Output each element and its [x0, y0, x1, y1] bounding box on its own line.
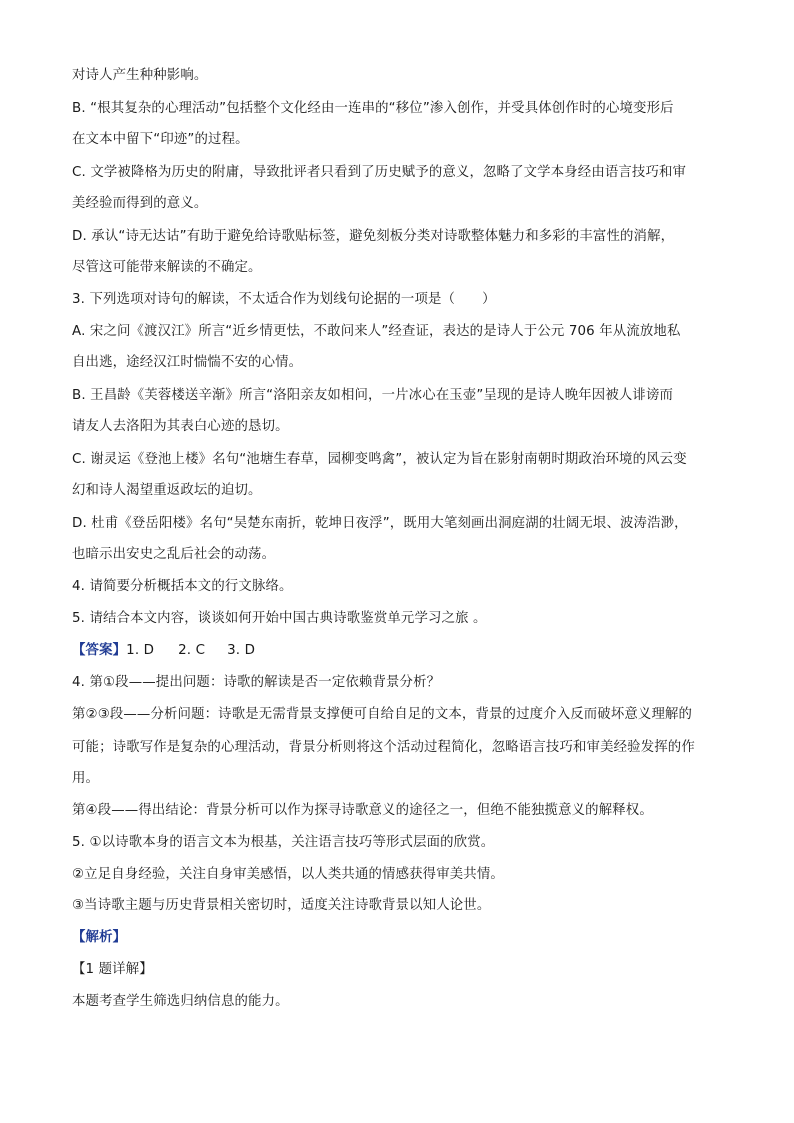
answer-line — [72, 641, 255, 661]
option-c: C. 文学被降格为历史的附庸，导致批评者只看到了历史赋予的意义，忽略了文学本身经由语言技巧和审 — [72, 165, 687, 180]
text-line: 幻和诗人渴望重返政坛的迫切。 — [72, 483, 262, 498]
answer-text: 可能；诗歌写作是复杂的心理活动，背景分析则将这个活动过程简化，忽略语言技巧和审美经验发挥的作 — [72, 740, 695, 755]
question-3: 3. 下列选项对诗句的解读，不太适合作为划线句论据的一项是（ ） — [72, 292, 496, 307]
text-line: 尽管这可能带来解读的不确定。 — [72, 260, 262, 275]
answer-text: 第④段——得出结论：背景分析可以作为探寻诗歌意义的途径之一，但绝不能独揽意义的解释权。 — [72, 803, 653, 818]
text-line: 美经验而得到的意义。 — [72, 196, 208, 211]
text-line: 在文本中留下“印迹”的过程。 — [72, 132, 249, 147]
analysis-text: 本题考查学生筛选归纳信息的能力。 — [72, 994, 289, 1009]
answer-label: 【答案】 — [72, 643, 127, 658]
option-b: B. “根其复杂的心理活动”包括整个文化经由一连串的“移位”渗入创作，并受具体创作时的心境变形后 — [72, 101, 674, 116]
option-d: D. 承认“诗无达诂”有助于避免给诗歌贴标签，避免刻板分类对诗歌整体魅力和多彩的丰富性的消解， — [72, 229, 675, 244]
text-line: 对诗人产生种种影响。 — [72, 68, 208, 83]
answer-item: 1. D — [126, 643, 155, 658]
option-a: A. 宋之问《渡汉江》所言“近乡情更怯，不敢问来人”经查证，表达的是诗人于公元 706 年从流放地私 — [72, 324, 681, 339]
answer-text: 用。 — [72, 771, 100, 786]
answer-item: 3. D — [227, 643, 256, 658]
option-d: D. 杜甫《登岳阳楼》名句“吴楚东南折，乾坤日夜浮”，既用大笔刻画出洞庭湖的壮阔无垠、波涛浩渺， — [72, 516, 688, 531]
analysis-sub-label: 【1 题详解】 — [72, 962, 153, 977]
option-b: B. 王昌龄《芙蓉楼送辛渐》所言“洛阳亲友如相问，一片冰心在玉壶”呈现的是诗人晚年因被人诽谤而 — [72, 388, 674, 403]
text-line: 也暗示出安史之乱后社会的动荡。 — [72, 547, 276, 562]
answer-text: ③当诗歌主题与历史背景相关密切时，适度关注诗歌背景以知人论世。 — [72, 898, 491, 913]
option-c: C. 谢灵运《登池上楼》名句“池塘生春草，园柳变鸣禽”，被认定为旨在影射南朝时期政治环境的风云变 — [72, 452, 687, 467]
answer-item: 2. C — [178, 643, 206, 658]
text-line: 自出逃，途经汉江时惴惴不安的心情。 — [72, 355, 303, 370]
answer-text: 4. 第①段——提出问题：诗歌的解读是否一定依赖背景分析？ — [72, 675, 441, 690]
text-line: 请友人去洛阳为其表白心迹的恳切。 — [72, 419, 289, 434]
answer-text: 5. ①以诗歌本身的语言文本为根基，关注语言技巧等形式层面的欣赏。 — [72, 835, 495, 850]
answer-text: 第②③段——分析问题：诗歌是无需背景支撑便可自给自足的文本，背景的过度介入反而破坏意义理解的 — [72, 707, 693, 722]
question-4: 4. 请简要分析概括本文的行文脉络。 — [72, 579, 293, 594]
analysis-label: 【解析】 — [72, 930, 127, 945]
answer-text: ②立足自身经验，关注自身审美感悟，以人类共通的情感获得审美共情。 — [72, 867, 504, 882]
question-5: 5. 请结合本文内容，谈谈如何开始中国古典诗歌鉴赏单元学习之旅 。 — [72, 611, 487, 626]
